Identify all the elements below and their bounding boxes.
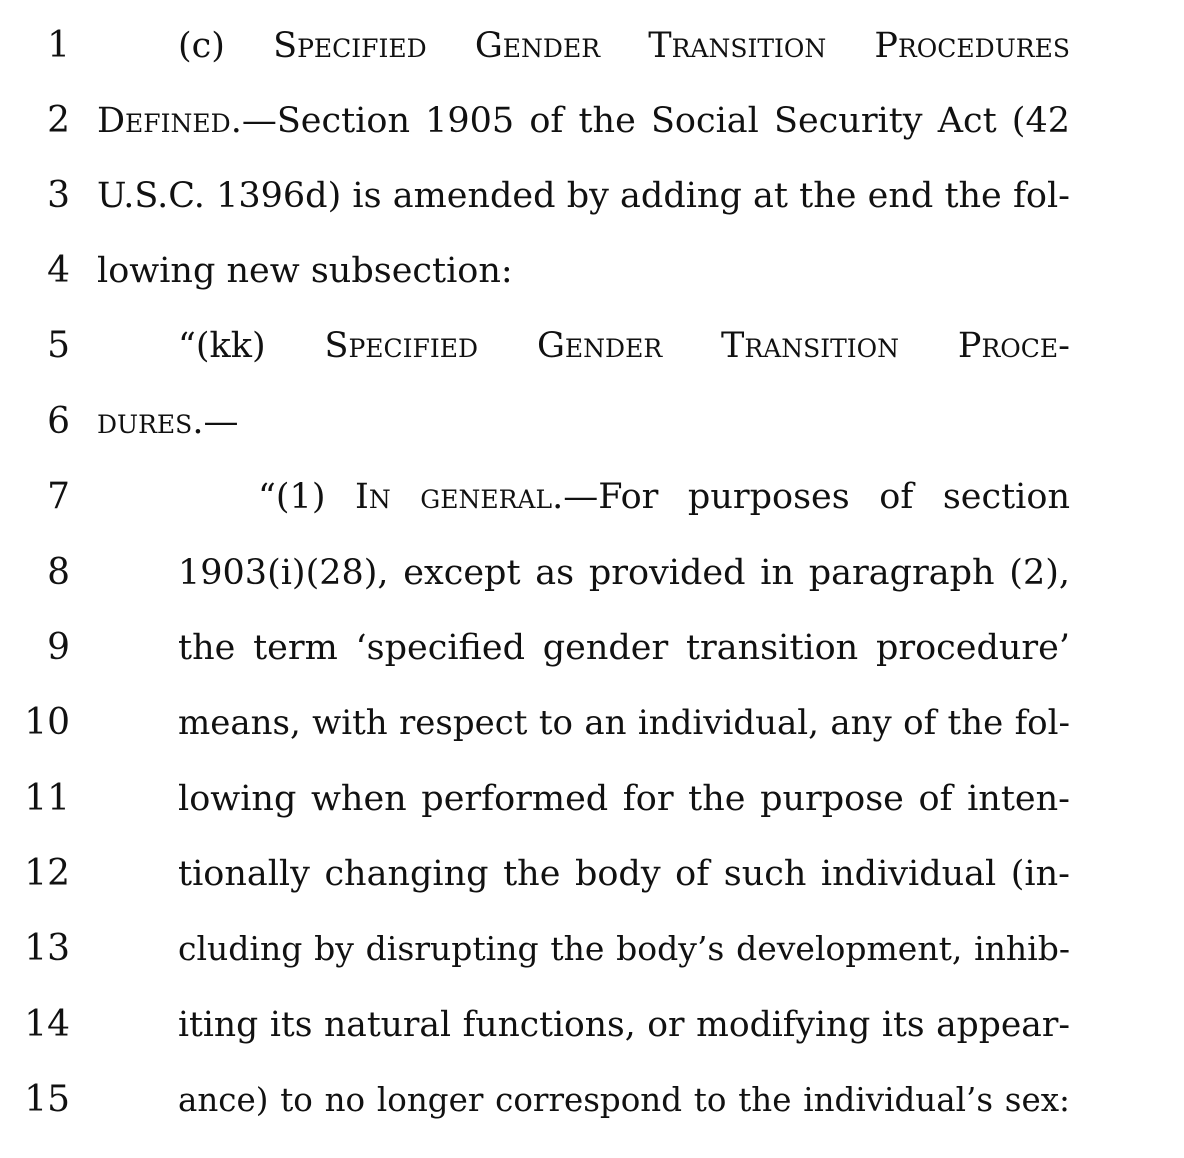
paragraph-marker: “(1) bbox=[258, 477, 356, 517]
line-number: 5 bbox=[47, 325, 70, 366]
text-line-10 bbox=[0, 693, 1184, 753]
line-number: 4 bbox=[47, 250, 70, 291]
line-number: 8 bbox=[47, 552, 70, 593]
line-text bbox=[97, 91, 1070, 151]
text-line-13 bbox=[0, 919, 1184, 979]
body-text: —For purposes of section bbox=[563, 477, 1070, 517]
line-number: 14 bbox=[24, 1004, 70, 1045]
line-number: 1 bbox=[47, 25, 70, 66]
text-line-11 bbox=[0, 769, 1184, 829]
line-number: 3 bbox=[47, 175, 70, 216]
text-line-6 bbox=[0, 392, 1184, 452]
line-text: iting its natural functions, or modifying its appear- bbox=[178, 1005, 1070, 1045]
line-number: 6 bbox=[47, 401, 70, 442]
line-text: tionally changing the body of such individual (in- bbox=[178, 854, 1070, 894]
text-line-3 bbox=[0, 166, 1184, 226]
line-text: cluding by disrupting the body’s development, inhib- bbox=[178, 929, 1070, 968]
text-line-1 bbox=[0, 16, 1184, 76]
line-text: lowing new subsection: bbox=[97, 251, 513, 291]
text-line-15 bbox=[0, 1070, 1184, 1130]
subsection-marker: “(kk) bbox=[178, 326, 325, 366]
body-text: —Section 1905 of the Social Security Act (42 bbox=[241, 101, 1070, 141]
line-number: 7 bbox=[47, 476, 70, 517]
subsection-heading: Specified Gender Transition Proce- bbox=[324, 326, 1070, 366]
text-line-4 bbox=[0, 241, 1184, 301]
line-number: 12 bbox=[24, 853, 70, 894]
text-line-9 bbox=[0, 618, 1184, 678]
text-line-7 bbox=[0, 467, 1184, 527]
line-number: 2 bbox=[47, 100, 70, 141]
line-text: means, with respect to an individual, any of the fol- bbox=[178, 703, 1070, 743]
text-line-2 bbox=[0, 91, 1184, 151]
line-number: 9 bbox=[47, 627, 70, 668]
line-text: ance) to no longer correspond to the individual’s sex: bbox=[178, 1081, 1070, 1119]
text-line-12 bbox=[0, 844, 1184, 904]
line-text bbox=[178, 316, 1070, 376]
line-text bbox=[97, 392, 238, 452]
line-text: 1903(i)(28), except as provided in paragraph (2), bbox=[178, 553, 1070, 593]
text-line-14 bbox=[0, 995, 1184, 1055]
text-line-5 bbox=[0, 316, 1184, 376]
line-number: 10 bbox=[24, 702, 70, 743]
subsection-heading: dures. bbox=[97, 402, 204, 442]
body-text: — bbox=[203, 402, 239, 442]
subsection-heading: Defined. bbox=[97, 101, 242, 141]
line-number: 11 bbox=[24, 778, 70, 819]
line-text bbox=[178, 16, 1070, 76]
line-number: 15 bbox=[24, 1079, 70, 1120]
paragraph-heading: In general. bbox=[355, 477, 564, 517]
line-text: the term ‘specified gender transition procedure’ bbox=[178, 628, 1070, 668]
line-number: 13 bbox=[24, 928, 70, 969]
line-text: U.S.C. 1396d) is amended by adding at the end the fol- bbox=[97, 176, 1070, 216]
subsection-heading: Specified Gender Transition Procedures bbox=[273, 26, 1070, 66]
subsection-marker: (c) bbox=[178, 26, 274, 66]
line-text: lowing when performed for the purpose of inten- bbox=[178, 779, 1070, 819]
line-text bbox=[258, 467, 1070, 527]
text-line-8 bbox=[0, 543, 1184, 603]
